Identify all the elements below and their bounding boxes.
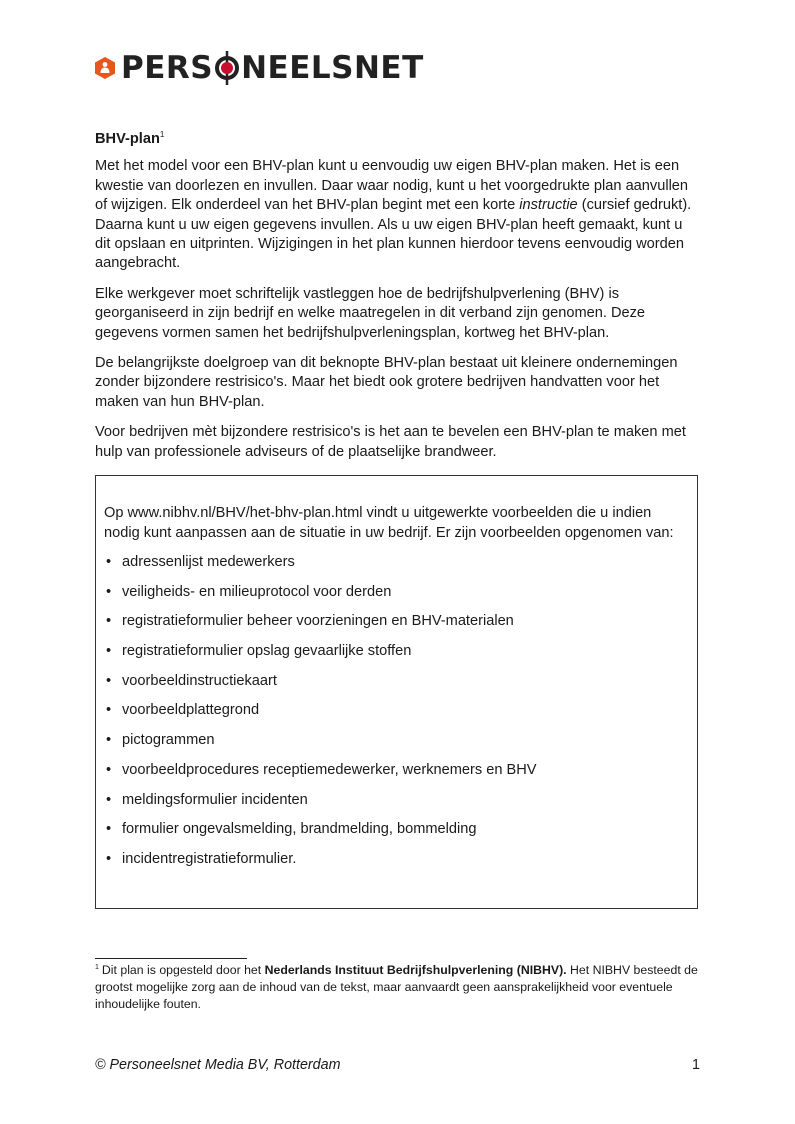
list-item bbox=[104, 611, 689, 641]
paragraph-intro-b: (cursief gedrukt). Daarna kunt u uw eigen gegevens invullen. Als u uw eigen BHV-plan heeft gemaakt, kunt u dit opslaan en uitprinten. Wijzigingen in het plan kunnen hierdoor tevens eenvoudig worden aangebracht. bbox=[95, 197, 692, 272]
list-item bbox=[104, 849, 689, 879]
heading-title: BHV-plan bbox=[95, 131, 160, 147]
list-item-text: voorbeeldprocedures receptiemedewerker, werknemers en BHV bbox=[122, 761, 537, 778]
footnote-text-b: Het NIBHV besteedt de grootst mogelijke zorg aan de inhoud van de tekst, maar aanvaardt geen aansprakelijkheid voor eventuele inhoudelijke fouten. bbox=[95, 963, 698, 1011]
paragraph-special-risks: Voor bedrijven mèt bijzondere restrisico's is het aan te bevelen een BHV-plan te maken met hulp van professionele adviseurs of de plaatselijke brandweer. bbox=[95, 424, 686, 460]
list-item-text: incidentregistratieformulier. bbox=[122, 850, 297, 867]
footnote-organisation: Nederlands Instituut Bedrijfshulpverlening (NIBHV). bbox=[264, 963, 567, 977]
bullet: • bbox=[106, 791, 112, 808]
list-item bbox=[104, 582, 689, 612]
list-item-text: meldingsformulier incidenten bbox=[122, 791, 308, 808]
list-item-text: formulier ongevalsmelding, brandmelding, bommelding bbox=[122, 821, 477, 838]
footnote-divider bbox=[95, 958, 247, 959]
bullet: • bbox=[106, 672, 112, 689]
logo-text-part2: NEELSNET bbox=[241, 50, 424, 86]
logo-text-part1: PERS bbox=[121, 50, 214, 86]
footnote bbox=[95, 962, 705, 1013]
bullet: • bbox=[106, 554, 112, 570]
bullet: • bbox=[106, 821, 112, 838]
target-o-icon bbox=[214, 51, 240, 85]
list-item bbox=[104, 552, 689, 582]
list-item bbox=[104, 790, 689, 820]
list-item bbox=[104, 730, 689, 760]
paragraph-intro-a: Met het model voor een BHV-plan kunt u eenvoudig uw eigen BHV-plan maken. Het is een kwestie van doorlezen en invullen. Daar waar nodig, kunt u het voorgedrukte plan aanvullen of wijzigen. Elk onderdeel van het BHV-plan begint met een korte bbox=[95, 158, 689, 214]
footer-copyright: © Personeelsnet Media BV, Rotterdam bbox=[95, 1057, 341, 1073]
list-item bbox=[104, 760, 689, 790]
bullet: • bbox=[106, 761, 112, 778]
list-item bbox=[104, 641, 689, 671]
logo-wordmark bbox=[121, 50, 424, 86]
footnote-text-a: Dit plan is opgesteld door het bbox=[101, 963, 265, 977]
footnote-marker: 1 bbox=[95, 963, 99, 971]
examples-list bbox=[104, 552, 689, 879]
list-item-text: veiligheids- en milieuprotocol voor derden bbox=[122, 583, 392, 600]
bullet: • bbox=[106, 613, 112, 630]
list-item-text: registratieformulier opslag gevaarlijke stoffen bbox=[122, 643, 412, 660]
personeelsnet-logo bbox=[95, 50, 424, 86]
list-item bbox=[104, 819, 689, 849]
paragraph-target-group: De belangrijkste doelgroep van dit beknopte BHV-plan bestaat uit kleinere ondernemingen zonder bijzondere restrisico's. Maar het biedt ook grotere bedrijven handvatten voor het maken van hun BHV-plan. bbox=[95, 355, 678, 410]
bullet: • bbox=[106, 583, 112, 600]
paragraph-intro bbox=[95, 157, 700, 273]
intro-section bbox=[95, 130, 700, 473]
list-item-text: voorbeeldplattegrond bbox=[122, 702, 260, 719]
bullet: • bbox=[106, 702, 112, 719]
bullet: • bbox=[106, 732, 112, 749]
list-item-text: adressenlijst medewerkers bbox=[122, 554, 295, 570]
footnote-reference: 1 bbox=[159, 130, 165, 140]
list-item bbox=[104, 700, 689, 730]
page-number: 1 bbox=[692, 1057, 700, 1073]
examples-intro: Op www.nibhv.nl/BHV/het-bhv-plan.html vindt u uitgewerkte voorbeelden die u indien nodig kunt aanpassen aan de situatie in uw bedrijf. Er zijn voorbeelden opgenomen van: bbox=[104, 505, 674, 541]
list-item-text: registratieformulier beheer voorzieningen en BHV-materialen bbox=[122, 613, 514, 630]
bullet: • bbox=[106, 643, 112, 660]
list-item-text: pictogrammen bbox=[122, 732, 215, 749]
examples-box bbox=[95, 475, 698, 909]
bullet: • bbox=[106, 850, 112, 867]
list-item-text: voorbeeldinstructiekaart bbox=[122, 672, 277, 689]
paragraph-intro-italic: instructie bbox=[519, 197, 578, 214]
paragraph-employer: Elke werkgever moet schriftelijk vastleggen hoe de bedrijfshulpverlening (BHV) is georganiseerd in zijn bedrijf en welke maatregelen in dit verband zijn genomen. Deze gegevens vormen samen het bedrijfshulpverleningsplan, kortweg het BHV-plan. bbox=[95, 285, 646, 341]
person-hexagon-icon bbox=[95, 57, 115, 79]
section-heading bbox=[95, 130, 700, 149]
list-item bbox=[104, 671, 689, 701]
